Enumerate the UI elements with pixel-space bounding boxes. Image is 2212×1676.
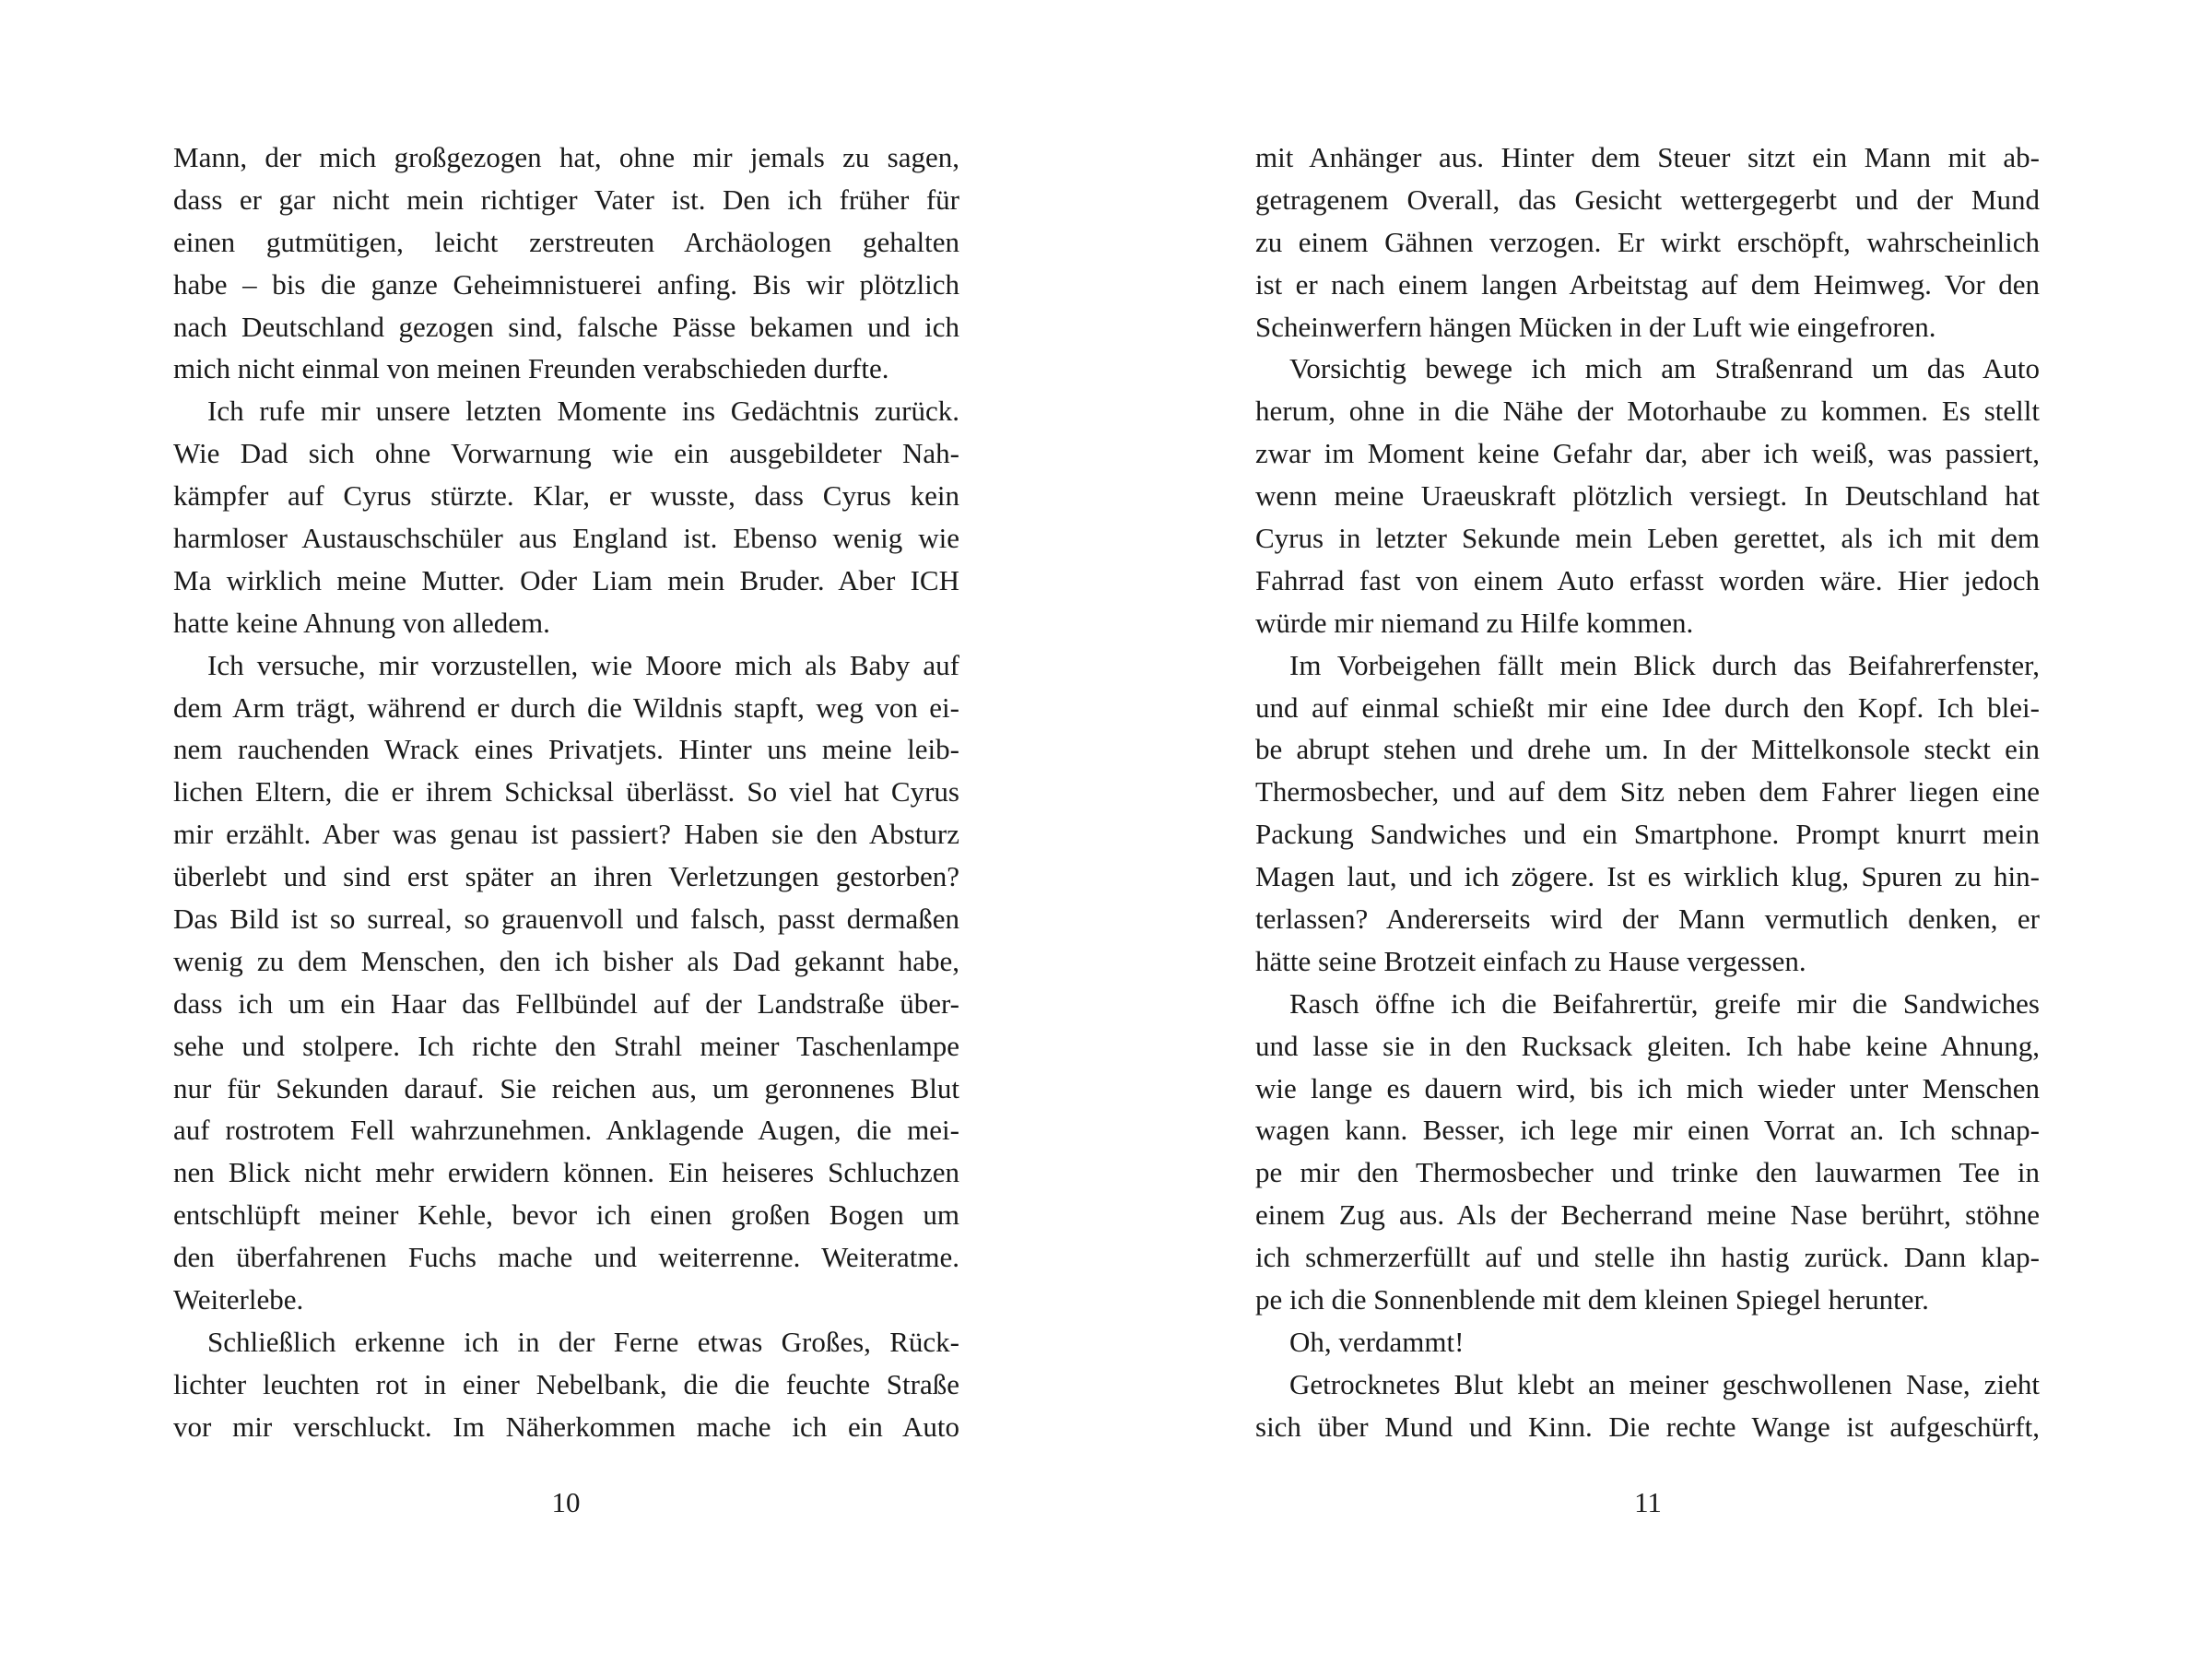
text-line: harmloser Austauschschüler aus England ist. Ebenso wenig wie (173, 522, 959, 555)
text-line: dass er gar nicht mein richtiger Vater ist. Den ich früher für (173, 183, 959, 216)
text-line: zwar im Moment keine Gefahr dar, aber ich weiß, was passiert, (1255, 437, 2040, 470)
text-line: Magen laut, und ich zögere. Ist es wirklich klug, Spuren zu hin- (1255, 860, 2040, 893)
text-line: lichen Eltern, die er ihrem Schicksal überlässt. So viel hat Cyrus (173, 775, 959, 808)
text-line: Cyrus in letzter Sekunde mein Leben gerettet, als ich mit dem (1255, 522, 2040, 555)
text-line: herum, ohne in die Nähe der Motorhaube zu kommen. Es stellt (1255, 395, 2040, 428)
text-line: zu einem Gähnen verzogen. Er wirkt erschöpft, wahrscheinlich (1255, 225, 2040, 258)
text-line: dass ich um ein Haar das Fellbündel auf der Landstraße über- (173, 986, 959, 1020)
text-line: wenn meine Uraeuskraft plötzlich versiegt. In Deutschland hat (1255, 479, 2040, 513)
text-line: Thermosbecher, und auf dem Sitz neben dem Fahrer liegen eine (1255, 775, 2040, 808)
text-line: würde mir niemand zu Hilfe kommen. (1255, 606, 1694, 639)
text-line: ich schmerzerfüllt auf und stelle ihn hastig zurück. Dann klap- (1255, 1241, 2040, 1274)
text-line: Rasch öffne ich die Beifahrertür, greife mir die Sandwiches (1289, 986, 2040, 1020)
text-line: wagen kann. Besser, ich lege mir einen Vorrat an. Ich schnap- (1255, 1114, 2040, 1147)
text-line: einem Zug aus. Als der Becherrand meine Nase berührt, stöhne (1255, 1198, 2040, 1232)
text-line: Weiterlebe. (173, 1283, 304, 1316)
text-line: getragenem Overall, das Gesicht wettergegerbt und der Mund (1255, 183, 2040, 216)
text-line: und auf einmal schießt mir eine Idee durch den Kopf. Ich blei- (1255, 690, 2040, 724)
text-line: be abrupt stehen und drehe um. In der Mittelkonsole steckt ein (1255, 733, 2040, 766)
right-page-body (1255, 136, 2040, 1448)
text-line: nen Blick nicht mehr erwidern können. Ein heiseres Schluchzen (173, 1156, 959, 1189)
text-line: nur für Sekunden darauf. Sie reichen aus, um geronnenes Blut (173, 1071, 959, 1104)
text-line: pe mir den Thermosbecher und trinke den lauwarmen Tee in (1255, 1156, 2040, 1189)
text-line: mit Anhänger aus. Hinter dem Steuer sitzt ein Mann mit ab- (1255, 141, 2040, 173)
text-line: Im Vorbeigehen fällt mein Blick durch das Beifahrerfenster, (1289, 648, 2040, 681)
text-line: kämpfer auf Cyrus stürzte. Klar, er wusste, dass Cyrus kein (173, 479, 959, 513)
text-line: Scheinwerfern hängen Mücken in der Luft wie eingefroren. (1255, 310, 1936, 343)
text-line: nem rauchenden Wrack eines Privatjets. Hinter uns meine leib- (173, 733, 959, 766)
text-line: hatte keine Ahnung von alledem. (173, 606, 550, 639)
text-line: vor mir verschluckt. Im Näherkommen mache ich ein Auto (173, 1410, 959, 1443)
text-line: einen gutmütigen, leicht zerstreuten Archäologen gehalten (173, 225, 959, 258)
text-line: nach Deutschland gezogen sind, falsche Pässe bekamen und ich (173, 310, 959, 343)
text-line: Ich versuche, mir vorzustellen, wie Moore mich als Baby auf (207, 648, 959, 681)
text-line: entschlüpft meiner Kehle, bevor ich einen großen Bogen um (173, 1198, 959, 1232)
text-line: Oh, verdammt! (1289, 1325, 1465, 1358)
text-line: den überfahrenen Fuchs mache und weiterrenne. Weiteratme. (173, 1241, 959, 1274)
text-line: Ich rufe mir unsere letzten Momente ins Gedächtnis zurück. (207, 395, 959, 428)
text-line: Mann, der mich großgezogen hat, ohne mir jemals zu sagen, (173, 141, 959, 173)
page-number-right: 11 (1634, 1486, 1662, 1518)
text-line: auf rostrotem Fell wahrzunehmen. Anklagende Augen, die mei- (173, 1114, 959, 1147)
text-line: Das Bild ist so surreal, so grauenvoll und falsch, passt dermaßen (173, 903, 959, 936)
text-line: habe – bis die ganze Geheimnistuerei anfing. Bis wir plötzlich (173, 267, 959, 301)
text-line: Fahrrad fast von einem Auto erfasst worden wäre. Hier jedoch (1255, 563, 2040, 596)
text-line: mich nicht einmal von meinen Freunden verabschieden durfte. (173, 352, 889, 385)
text-line: sehe und stolpere. Ich richte den Strahl meiner Taschenlampe (173, 1029, 959, 1062)
text-line: terlassen? Andererseits wird der Mann vermutlich denken, er (1255, 903, 2040, 936)
text-line: überlebt und sind erst später an ihren Verletzungen gestorben? (173, 860, 959, 893)
text-line: Ma wirklich meine Mutter. Oder Liam mein Bruder. Aber ICH (173, 563, 959, 596)
text-line: Schließlich erkenne ich in der Ferne etwas Großes, Rück- (207, 1325, 959, 1358)
text-line: mir erzählt. Aber was genau ist passiert? Haben sie den Absturz (173, 818, 959, 851)
left-page-body (173, 136, 959, 1448)
text-line: Packung Sandwiches und ein Smartphone. Prompt knurrt mein (1255, 818, 2040, 851)
text-line: wie lange es dauern wird, bis ich mich wieder unter Menschen (1255, 1071, 2040, 1104)
text-line: pe ich die Sonnenblende mit dem kleinen Spiegel herunter. (1255, 1283, 1929, 1316)
text-line: wenig zu dem Menschen, den ich bisher als Dad gekannt habe, (173, 944, 959, 977)
text-line: Vorsichtig bewege ich mich am Straßenrand um das Auto (1289, 352, 2040, 385)
text-line: sich über Mund und Kinn. Die rechte Wange ist aufgeschürft, (1255, 1410, 2040, 1443)
text-line: und lasse sie in den Rucksack gleiten. Ich habe keine Ahnung, (1255, 1029, 2040, 1062)
text-line: ist er nach einem langen Arbeitstag auf dem Heimweg. Vor den (1255, 267, 2040, 301)
page-number-left: 10 (551, 1486, 581, 1518)
text-line: hätte seine Brotzeit einfach zu Hause vergessen. (1255, 944, 1806, 977)
text-line: Wie Dad sich ohne Vorwarnung wie ein ausgebildeter Nah- (173, 437, 959, 470)
text-line: Getrocknetes Blut klebt an meiner geschwollenen Nase, zieht (1289, 1367, 2040, 1400)
text-line: lichter leuchten rot in einer Nebelbank, die die feuchte Straße (173, 1367, 959, 1400)
text-line: dem Arm trägt, während er durch die Wildnis stapft, weg von ei- (173, 690, 959, 724)
